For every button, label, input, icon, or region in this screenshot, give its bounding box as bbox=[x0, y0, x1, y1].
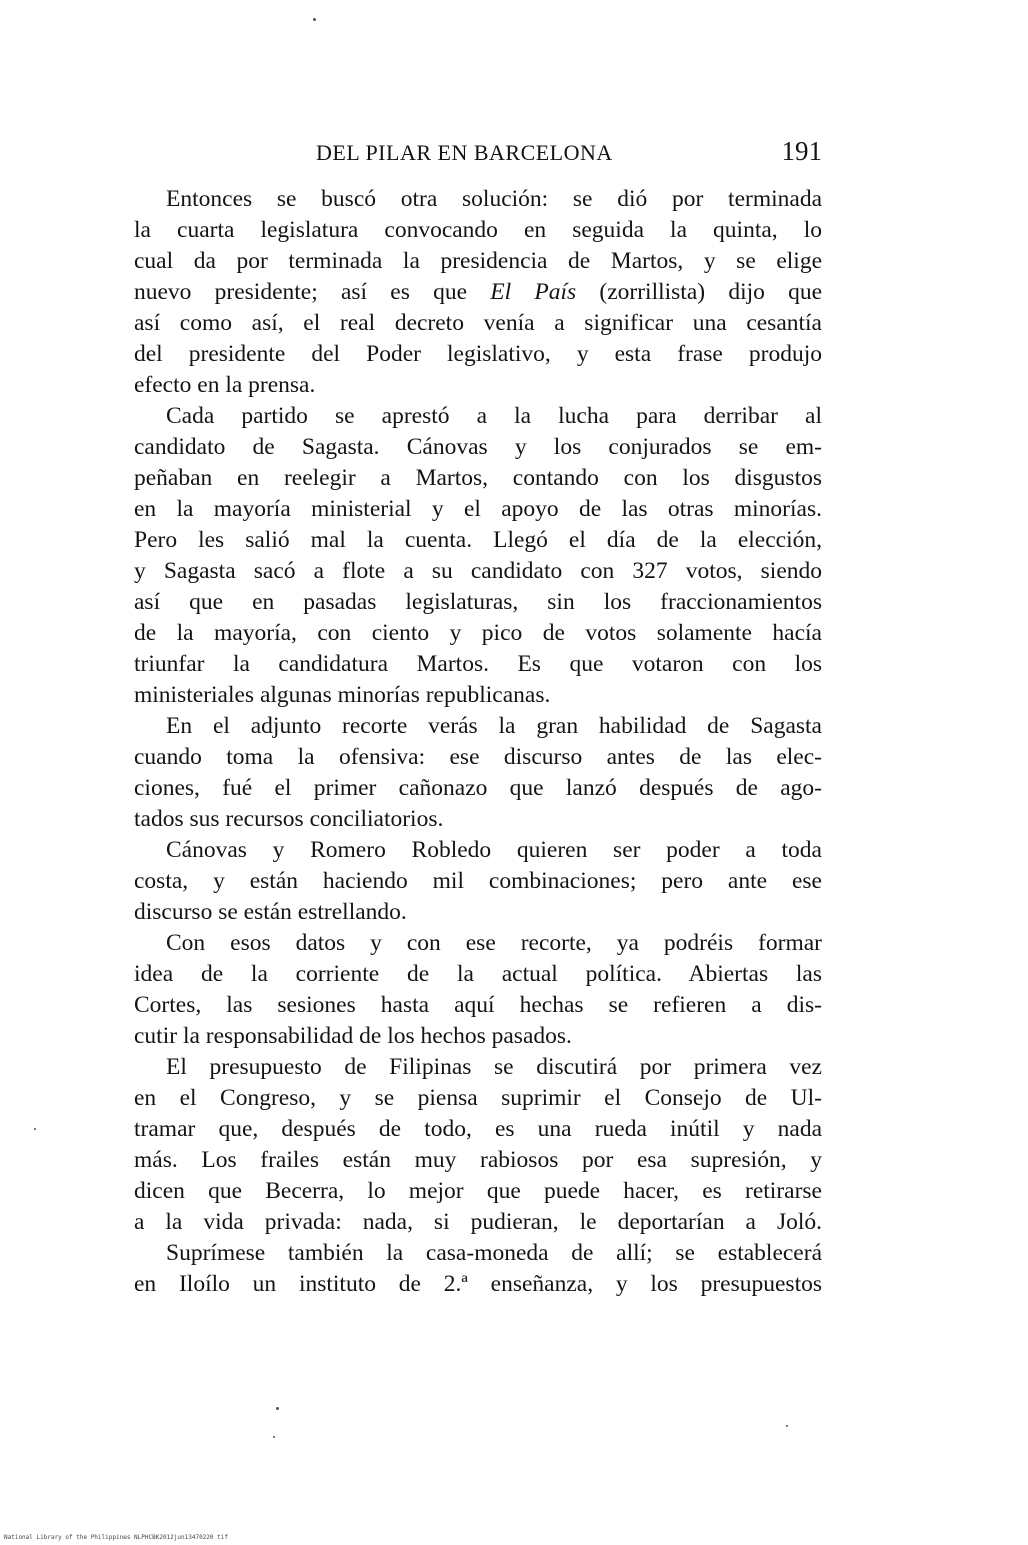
text-line: Suprímese también la casa-moneda de allí; se establecerá bbox=[166, 1240, 822, 1266]
text-line: candidato de Sagasta. Cánovas y los conjurados se em- bbox=[134, 434, 822, 460]
text-line: costa, y están haciendo mil combinaciones; pero ante ese bbox=[134, 868, 822, 894]
text-line: tados sus recursos conciliatorios. bbox=[134, 806, 444, 832]
text-line: En el adjunto recorte verás la gran habilidad de Sagasta bbox=[166, 713, 822, 739]
text-line: en la mayoría ministerial y el apoyo de las otras minorías. bbox=[134, 496, 822, 522]
scan-speck bbox=[34, 1128, 36, 1130]
text-line: más. Los frailes están muy rabiosos por esa supresión, y bbox=[134, 1147, 822, 1173]
text-line: la cuarta legislatura convocando en seguida la quinta, lo bbox=[134, 217, 822, 243]
text-segment: nuevo presidente; así es que bbox=[134, 279, 468, 305]
paragraph-4 bbox=[134, 835, 822, 928]
text-line: en Iloílo un instituto de 2.ª enseñanza, y los presupuestos bbox=[134, 1271, 822, 1297]
text-line: efecto en la prensa. bbox=[134, 372, 316, 398]
text-line: del presidente del Poder legislativo, y esta frase produjo bbox=[134, 341, 822, 367]
body-text bbox=[134, 184, 822, 1300]
paragraph-5 bbox=[134, 928, 822, 1052]
text-line: discurso se están estrellando. bbox=[134, 899, 407, 925]
text-line: a la vida privada: nada, si pudieran, le deportarían a Joló. bbox=[134, 1209, 822, 1235]
text-line: Entonces se buscó otra solución: se dió por terminada bbox=[166, 186, 822, 212]
paragraph-1 bbox=[134, 184, 822, 401]
scan-footer: National Library of the Philippines NLPHCBK2012jun13470220 tif bbox=[4, 1534, 228, 1541]
text-line: Cada partido se aprestó a la lucha para derribar al bbox=[166, 403, 822, 429]
paragraph-7 bbox=[134, 1238, 822, 1300]
text-line: Con esos datos y con ese recorte, ya podréis formar bbox=[166, 930, 822, 956]
text-line: así como así, el real decreto venía a significar una cesantía bbox=[134, 310, 822, 336]
scan-speck bbox=[786, 1425, 788, 1427]
text-line: triunfar la candidatura Martos. Es que votaron con los bbox=[134, 651, 822, 677]
scan-speck bbox=[276, 1407, 279, 1410]
text-line: El presupuesto de Filipinas se discutirá por primera vez bbox=[166, 1054, 822, 1080]
text-line: ministeriales algunas minorías republicanas. bbox=[134, 682, 551, 708]
scan-speck bbox=[313, 18, 316, 21]
running-title: DEL PILAR EN BARCELONA bbox=[316, 140, 613, 165]
text-line: y Sagasta sacó a flote a su candidato con 327 votos, siendo bbox=[134, 558, 822, 584]
text-segment: (zorrillista) dijo que bbox=[599, 279, 823, 305]
text-line: dicen que Becerra, lo mejor que puede hacer, es retirarse bbox=[134, 1178, 822, 1204]
scan-speck bbox=[273, 1436, 275, 1438]
text-line: Cortes, las sesiones hasta aquí hechas se refieren a dis- bbox=[134, 992, 822, 1018]
text-line: cuando toma la ofensiva: ese discurso antes de las elec- bbox=[134, 744, 822, 770]
text-line: Pero les salió mal la cuenta. Llegó el día de la elección, bbox=[134, 527, 822, 553]
text-line: cutir la responsabilidad de los hechos pasados. bbox=[134, 1023, 572, 1049]
text-line: idea de la corriente de la actual política. Abiertas las bbox=[134, 961, 822, 987]
paragraph-2 bbox=[134, 401, 822, 711]
text-line: peñaban en reelegir a Martos, contando con los disgustos bbox=[134, 465, 822, 491]
text-line: ciones, fué el primer cañonazo que lanzó después de ago- bbox=[134, 775, 822, 801]
newspaper-title: El País bbox=[490, 279, 577, 305]
text-line: así que en pasadas legislaturas, sin los fraccionamientos bbox=[134, 589, 822, 615]
text-line-mixed bbox=[134, 277, 822, 308]
text-line: en el Congreso, y se piensa suprimir el Consejo de Ul- bbox=[134, 1085, 822, 1111]
paragraph-6 bbox=[134, 1052, 822, 1238]
page-number: 191 bbox=[781, 136, 822, 166]
text-line: Cánovas y Romero Robledo quieren ser poder a toda bbox=[166, 837, 822, 863]
paragraph-3 bbox=[134, 711, 822, 835]
text-line: cual da por terminada la presidencia de Martos, y se elige bbox=[134, 248, 822, 274]
running-head bbox=[136, 134, 824, 174]
text-line: de la mayoría, con ciento y pico de votos solamente hacía bbox=[134, 620, 822, 646]
text-line: tramar que, después de todo, es una rueda inútil y nada bbox=[134, 1116, 822, 1142]
